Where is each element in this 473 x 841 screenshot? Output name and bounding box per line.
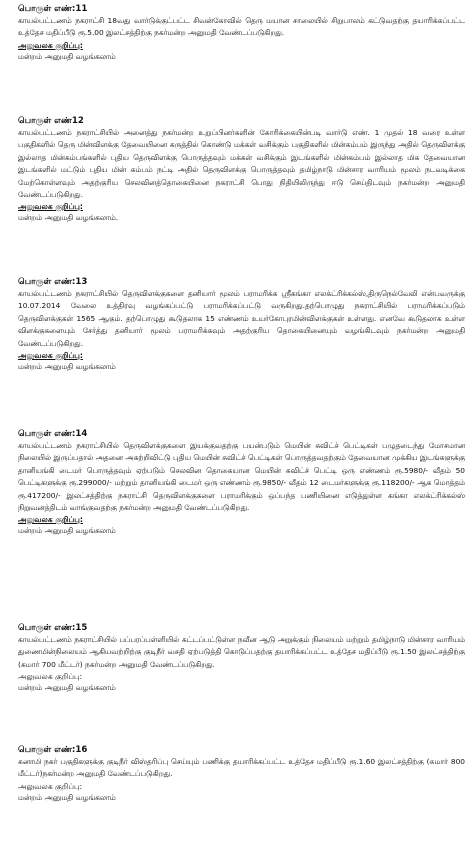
office-remark-label: அலுவலக குறிப்பு: <box>18 351 83 361</box>
item-body: காயல்பட்டணம் நகராட்சியில் தெருவிளக்குகளை தனியார் மூலம் பராமரிக்க ஸ்ரீகங்கா எலக்ட்ரிக்கல்ஸ்,திருநெல்வேலி என்பவருக்கு 10.07.2014 வேலை உத்திரவு வழங்கப்பட்டு பராமரிக்கப்பட்டு வருகிறது.தற்பொழுது நகராட்சியில் பராமரிக்கப்படும் தெருவிளக்குகள் 1565 ஆகும். தற்பொழுது கூடுதலாக 15 எண்ணம் உயர்கோபுரமின்விளக்குகள் உள்ளது. எனவே கூடுதலாக உள்ள விளக்குகளையும் சேர்த்து தனியார் மூலம் பராமரிக்கவும் அதற்குரிய தொகையினையும் வழங்கிடவும் நகர்மன்ற அனுமதி வேண்டப்படுகிறது. <box>18 289 465 348</box>
item-body: காயல்பட்டணம் நகராட்சியில் தெருவிளக்குகளை இயக்குவதற்கு பயன்படும் மெயின் சுவிட்ச் பெட்டிகள் பழுதடைந்து மோசமான நிலையில் இருப்பதால் அதனை அகற்றிவிட்டு புதிய மெயின் சுவிட்ச் பெட்டிகள் பொருத்தவதற்கும் தேவையான முக்கிய இடங்களுக்கு தானியங்கி டைமர் பொருத்தவும் ஏற்படும் செலவின தொகையான மெயின் சுவிட்ச் பெட்டி ஒரு எண்ணம் ரூ.5980/- வீதம் 50 பெட்டிகளுக்கு ரூ.299000/- மற்றும் தானியங்கி டைமர் ஒரு எண்ணம் ரூ.9850/- வீதம் 12 டைமர்களுக்கு ரூ.118200/- ஆக மொத்தம் ரூ.417200/- இலட்சத்திற்கு நகராட்சி தெருவிளக்குகளை பராமரிக்கும் ஒப்பந்த பணியினை எடுத்துள்ள கங்கா எலக்ட்ரிக்கல்ஸ் நிறுவனத்திடம் வாங்குவதற்கு நகர்மன்ற அனுமதி வேண்டப்படுகிறது. <box>18 441 465 513</box>
item-heading: பொருள் எண்:11 <box>18 4 88 14</box>
office-remark-label: அலுவலக குறிப்பு: <box>18 781 83 791</box>
item-heading: பொருள் எண்:15 <box>18 623 88 633</box>
office-remark: மன்றம் அனுமதி வழங்கலாம் <box>18 51 116 61</box>
agenda-item-12 <box>18 116 465 224</box>
item-heading: பொருள் எண்:13 <box>18 277 88 287</box>
agenda-item-13 <box>18 277 465 373</box>
office-remark: மன்றம் அனுமதி வழங்கலாம் <box>18 792 116 802</box>
office-remark: மன்றம் அனுமதி வழங்கலாம் <box>18 526 116 536</box>
office-remark: மன்றம் அனுமதி வழங்கலாம் <box>18 362 116 372</box>
item-heading: பொருள் எண்:14 <box>18 429 88 439</box>
office-remark-label: அலுவலக குறிப்பு: <box>18 40 83 50</box>
office-remark-label: அலுவலக குறிப்பு: <box>18 515 83 525</box>
agenda-item-15 <box>18 623 465 694</box>
agenda-item-11 <box>18 4 465 63</box>
item-body: காயல்பட்டணம் நகராட்சி 18வது வார்டுக்குட்பட்ட சிவன்கோவில் தெரு மயான சாலையில் சிறுபாலம் கட்டுவதற்கு தயாரிக்கப்பட்ட உத்தேச மதிப்பீடு ரூ.5.00 இலட்சத்திற்கு நகர்மன்ற அனுமதி வேண்டப்படுகிறது. <box>18 16 465 38</box>
office-remark: மன்றம் அனுமதி வழங்கலாம் <box>18 683 116 693</box>
item-body: காயல்பட்டணம் நகராட்சியில் பப்பரப்பள்ளியில் கட்டப்பட்டுள்ள நவீன ஆடு அறுக்கும் நிலையம் மற்றும் தமிழ்நாடு மின்சார வாரியம் துணைமின்நிலையம் ஆகியவற்றிற்கு குடிநீர் வசதி ஏற்படுத்தி கொடுப்பதற்கு தயாரிக்கப்பட்ட உத்தேச மதிப்பீடு ரூ.1.50 இலட்சத்திற்கு (சுமார் 700 மீட்டர்) நகர்மன்ற அனுமதி வேண்டப்படுகிறது. <box>18 635 465 669</box>
office-remark: மன்றம் அனுமதி வழங்கலாம். <box>18 213 119 223</box>
item-heading: பொருள் எண்:16 <box>18 745 88 755</box>
item-heading: பொருள் எண்12 <box>18 116 84 126</box>
item-body: காயல்பட்டணம் நகராட்சியில் அனைத்து நகர்மன்ற உறுப்பினர்களின் கோரிக்கையின்படி வார்டு எண். 1 முதல் 18 வரை உள்ள பகுதிகளில் தெரு மின்விளக்கு தேவையினை கருத்தில் கொண்டு மக்கள் வசிக்கும் பகுதிகளில் மின்கம்பம் இருந்து அதில் தெருவிளக்கு இல்லாத மின்கம்பங்களில் புதிய தெருவிளக்கு பொருத்தவும் மக்கள் வசிக்கும் இடங்களில் மின்கம்பம் இல்லாத மிக தேவையான இடங்களில் மட்டும் புதிய மின் கம்பம் நட்டி அதில் தெருவிளக்கு பொருத்தவும் தமிழ்நாடு மின்சார வாரியம் மூலம் நடவடிக்கை மேற்கொள்ளவும் அதற்குரிய செலவினத்தொகையினை நகராட்சி பொது நிதியிலிருந்து ஈடு செய்திடவும் நகர்மன்ற அனுமதி வேண்டப்படுகிறது. <box>18 128 465 200</box>
agenda-item-14 <box>18 429 465 537</box>
office-remark-label: அலுவலக குறிப்பு: <box>18 672 83 682</box>
agenda-item-16 <box>18 745 465 804</box>
item-body: சுனாமி நகர் பகுதிகளுக்கு குடிநீர் விஸ்தரிப்பு செய்யும் பணிக்கு தயாரிக்கப்பட்ட உத்தேச மதிப்பீடு ரூ.1.60 இலட்சத்திற்கு (சுமார் 800 மீட்டர்)நகர்மன்ற அனுமதி வேண்டப்படுகிறது. <box>18 757 465 779</box>
office-remark-label: அலுவலக குறிப்பு: <box>18 202 83 212</box>
